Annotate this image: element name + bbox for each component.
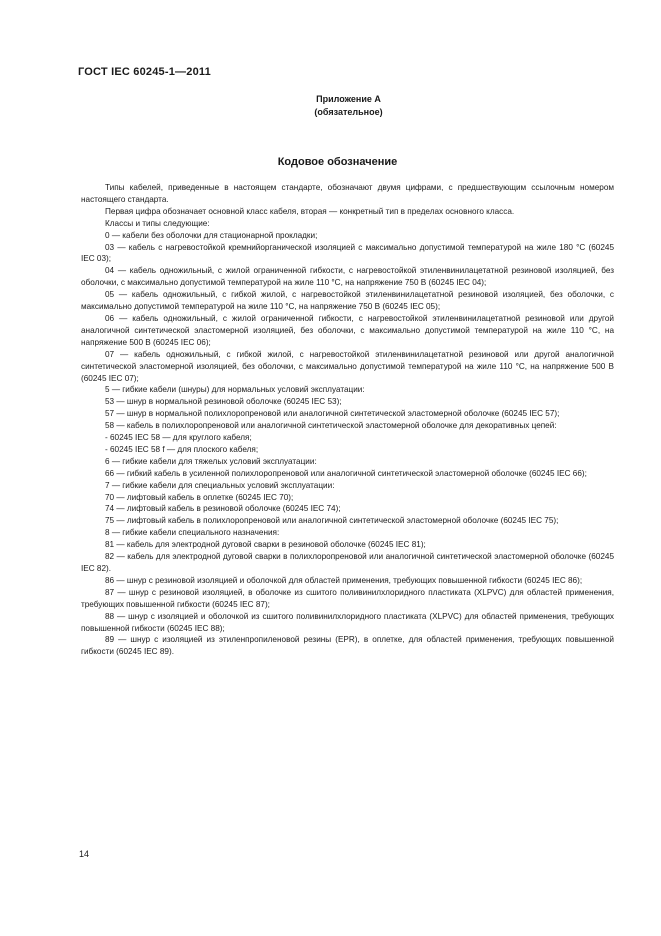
paragraph: 81 — кабель для электродной дуговой сварки в резиновой оболочке (60245 IEC 81); <box>105 540 426 550</box>
paragraph: Первая цифра обозначает основной класс кабеля, вторая — конкретный тип в пределах основного класса. <box>105 206 515 216</box>
section-title: Кодовое обозначение <box>277 156 398 168</box>
paragraph: 66 — гибкий кабель в усиленной полихлоропреновой или аналогичной синтетической эластомерной оболочке (60245 IEC 66); <box>105 468 587 478</box>
annex-title: Приложение А <box>316 94 381 104</box>
paragraph: 0 — кабели без оболочки для стационарной прокладки; <box>105 230 318 240</box>
paragraph: 70 — лифтовый кабель в оплетке (60245 IEC 70); <box>105 492 294 502</box>
paragraph: 7 — гибкие кабели для специальных условий эксплуатации: <box>105 480 335 490</box>
paragraph: Классы и типы следующие: <box>105 218 210 228</box>
paragraph: 6 — гибкие кабели для тяжелых условий эксплуатации: <box>105 456 317 466</box>
list-item: - 60245 IEC 58 — для круглого кабеля; <box>105 433 252 443</box>
paragraph: 06 — кабель одножильный, с жилой ограниченной гибкости, с нагревостойкой этиленвинилацетатной резиновой или другой аналогичной синтетической эластомерной изоляцией, без оболочки, с максимально допустимой температурой на жиле 110 °С, на напряжение 500 В (60245 IEC 06); <box>81 313 614 347</box>
paragraph: 5 — гибкие кабели (шнуры) для нормальных условий эксплуатации: <box>105 385 365 395</box>
paragraph: 53 — шнур в нормальной резиновой оболочке (60245 IEC 53); <box>105 397 342 407</box>
paragraph: 88 — шнур с изоляцией и оболочкой из сшитого поливинилхлоридного пластиката (XLPVC) для областей применения, требующих повышенной гибкости (60245 IEC 88); <box>81 611 614 633</box>
paragraph: 75 — лифтовый кабель в полихлоропреновой или аналогичной синтетической эластомерной оболочке (60245 IEC 75); <box>105 516 559 526</box>
document-code: ГОСТ IEC 60245-1—2011 <box>78 66 211 78</box>
document-body <box>81 182 614 658</box>
paragraph: 74 — лифтовый кабель в резиновой оболочке (60245 IEC 74); <box>105 504 341 514</box>
list-item: - 60245 IEC 58 f — для плоского кабеля; <box>105 444 259 454</box>
paragraph: 87 — шнур с резиновой изоляцией, в оболочке из сшитого поливинилхлоридного пластиката (XLPVC) для областей применения, требующих повышенной гибкости (60245 IEC 87); <box>81 587 614 609</box>
paragraph: 05 — кабель одножильный, с гибкой жилой, с нагревостойкой этиленвинилацетатной резиновой изоляцией, без оболочки, с максимально допустимой температурой на жиле 110 °С, на напряжение 750 В (60245 IEC 05); <box>81 290 614 312</box>
page-number: 14 <box>79 849 90 859</box>
paragraph: 82 — кабель для электродной дуговой сварки в полихлоропреновой или аналогичной синтетической эластомерной оболочке (60245 IEC 82). <box>81 552 614 573</box>
annex-status: (обязательное) <box>314 107 383 117</box>
paragraph: Типы кабелей, приведенные в настоящем стандарте, обозначают двумя цифрами, с предшествующим ссылочным номером настоящего стандарта. <box>81 183 614 204</box>
paragraph: 04 — кабель одножильный, с жилой ограниченной гибкости, с нагревостойкой этиленвинилацетатной резиновой изоляцией, без оболочки, с максимально допустимой температурой на жиле 110 °С, на напряжение 750 В (60245 IEC 04); <box>81 266 614 288</box>
paragraph: 8 — гибкие кабели специального назначения: <box>105 528 280 538</box>
paragraph: 58 — кабель в полихлоропреновой или аналогичной синтетической эластомерной оболочке для декоративных цепей: <box>105 421 557 431</box>
paragraph: 07 — кабель одножильный, с гибкой жилой, с нагревостойкой этиленвинилацетатной резиновой или другой аналогичной синтетической эластомерной изоляцией, без оболочки, с максимально допустимой температурой на жиле 110 °С, на напряжение 500 В (60245 IEC 07); <box>81 349 614 383</box>
paragraph: 03 — кабель с нагревостойкой кремнийорганической изоляцией с максимально допустимой температурой на жиле 180 °С (60245 IEC 03); <box>81 242 614 264</box>
paragraph: 89 — шнур с изоляцией из этиленпропиленовой резины (EPR), в оплетке, для областей применения, требующих повышенной гибкости (60245 IEC 89). <box>81 635 614 657</box>
paragraph: 57 — шнур в нормальной полихлоропреновой или аналогичной синтетической эластомерной оболочке (60245 IEC 57); <box>105 409 560 419</box>
paragraph: 86 — шнур с резиновой изоляцией и оболочкой для областей применения, требующих повышенной гибкости (60245 IEC 86); <box>105 575 583 585</box>
